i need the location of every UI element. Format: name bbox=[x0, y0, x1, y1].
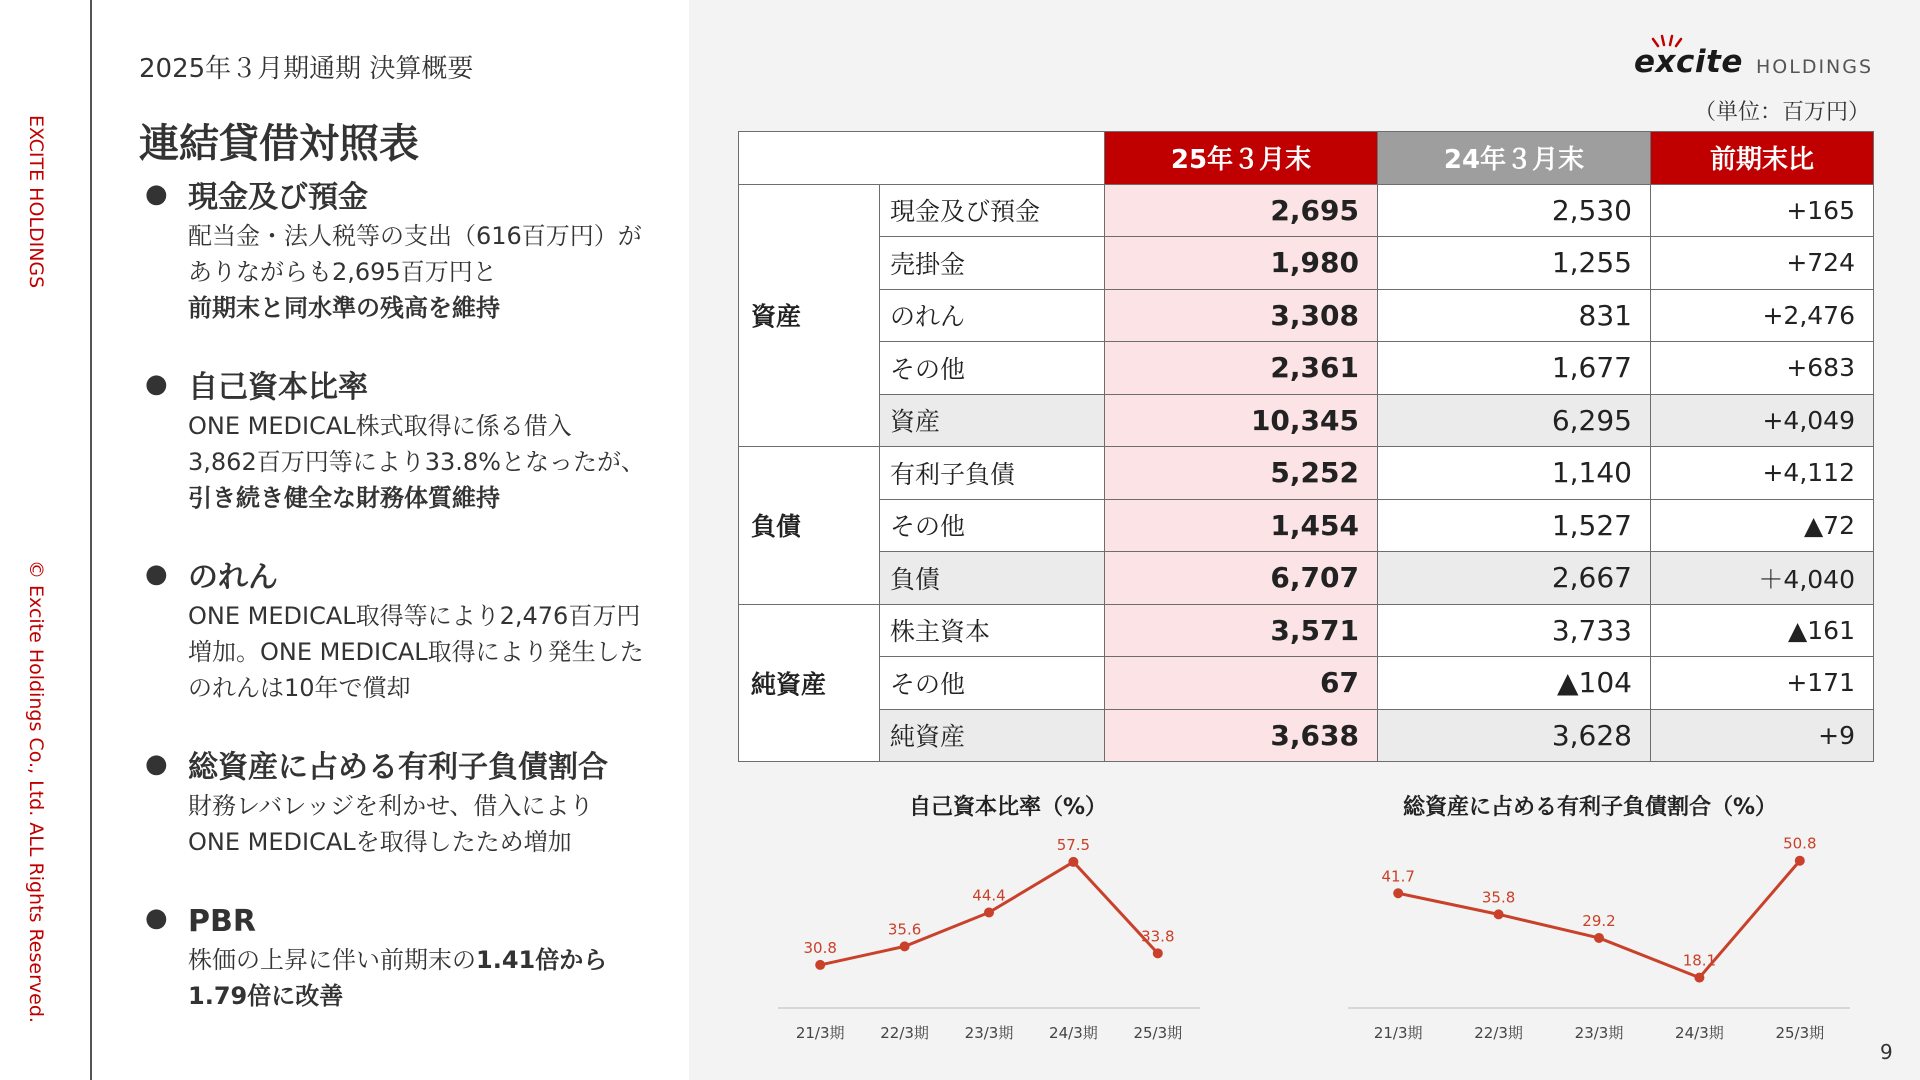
sidebar-copyright: © Excite Holdings Co., Ltd. ALL Rights Reserved. bbox=[25, 560, 47, 1023]
balance-sheet-table bbox=[738, 131, 1874, 762]
row-label: その他 bbox=[880, 342, 1105, 395]
bullet-text: ONE MEDICALを取得したため増加 bbox=[188, 828, 572, 856]
data-point bbox=[1153, 948, 1163, 958]
category-liabilities: 負債 bbox=[739, 447, 880, 605]
value-25: 2,695 bbox=[1105, 184, 1378, 237]
bullet-text: 株価の上昇に伴い前期末の bbox=[188, 946, 476, 974]
table-row bbox=[739, 447, 1874, 500]
row-label: 現金及び預金 bbox=[880, 184, 1105, 237]
value-24: 831 bbox=[1378, 289, 1651, 342]
row-label: のれん bbox=[880, 289, 1105, 342]
value-25: 5,252 bbox=[1105, 447, 1378, 500]
data-point bbox=[1393, 888, 1403, 898]
value-24: 3,733 bbox=[1378, 604, 1651, 657]
value-25: 3,308 bbox=[1105, 289, 1378, 342]
bullet-dot-icon: ● bbox=[145, 559, 168, 589]
header-25: 25年３月末 bbox=[1105, 132, 1378, 185]
bullet-text: 3,862百万円等により33.8%となったが、 bbox=[188, 448, 645, 476]
data-label: 44.4 bbox=[972, 886, 1006, 905]
x-tick-label: 24/3期 bbox=[1049, 1024, 1098, 1042]
category-net-assets: 純資産 bbox=[739, 604, 880, 762]
category-assets: 資産 bbox=[739, 184, 880, 447]
bullet-dot-icon: ● bbox=[145, 369, 168, 399]
data-point bbox=[1594, 933, 1604, 943]
data-point bbox=[984, 907, 994, 917]
header-blank bbox=[739, 132, 1105, 185]
value-24: 2,667 bbox=[1378, 552, 1651, 605]
sidebar-brand: EXCITE HOLDINGS bbox=[25, 115, 47, 289]
value-diff: +2,476 bbox=[1651, 289, 1874, 342]
bullet-goodwill bbox=[145, 558, 690, 706]
bullet-heading: 自己資本比率 bbox=[188, 370, 368, 405]
bullet-heading: のれん bbox=[188, 560, 278, 595]
row-label: 資産 bbox=[880, 394, 1105, 447]
data-label: 35.6 bbox=[887, 920, 922, 939]
left-sidebar bbox=[0, 0, 92, 1080]
row-label: 株主資本 bbox=[880, 604, 1105, 657]
value-24: 6,295 bbox=[1378, 394, 1651, 447]
value-diff: +9 bbox=[1651, 709, 1874, 762]
x-tick-label: 22/3期 bbox=[1474, 1024, 1523, 1042]
value-24: 1,677 bbox=[1378, 342, 1651, 395]
row-label: 負債 bbox=[880, 552, 1105, 605]
bullet-text: 増加。ONE MEDICAL取得により発生した bbox=[188, 638, 644, 666]
chart-title: 総資産に占める有利子負債割合（%） bbox=[1402, 795, 1778, 820]
value-diff: ▲161 bbox=[1651, 604, 1874, 657]
bullet-pbr bbox=[145, 902, 690, 1014]
bullet-dot-icon: ● bbox=[145, 179, 168, 209]
table-row bbox=[739, 342, 1874, 395]
unit-label: （単位：百万円） bbox=[1694, 100, 1871, 125]
value-25: 67 bbox=[1105, 657, 1378, 710]
page-subtitle: 2025年３月期通期 決算概要 bbox=[139, 54, 474, 84]
bullet-heading: 現金及び預金 bbox=[188, 180, 368, 215]
value-24: 1,140 bbox=[1378, 447, 1651, 500]
table-row bbox=[739, 499, 1874, 552]
table-subtotal-row bbox=[739, 709, 1874, 762]
data-label: 50.8 bbox=[1783, 834, 1817, 853]
value-25: 10,345 bbox=[1105, 394, 1378, 447]
data-label: 29.2 bbox=[1582, 911, 1616, 930]
value-25: 1,454 bbox=[1105, 499, 1378, 552]
row-label: 有利子負債 bbox=[880, 447, 1105, 500]
x-tick-label: 21/3期 bbox=[795, 1024, 845, 1042]
bullet-equity-ratio bbox=[145, 368, 690, 516]
data-point bbox=[1694, 973, 1704, 983]
table-row bbox=[739, 184, 1874, 237]
bullet-bold-text: 引き続き健全な財務体質維持 bbox=[188, 484, 500, 512]
data-label: 30.8 bbox=[803, 938, 837, 957]
bullet-text: ONE MEDICAL取得等により2,476百万円 bbox=[188, 602, 641, 630]
data-point bbox=[1494, 909, 1504, 919]
bullet-text: ありながらも2,695百万円と bbox=[188, 258, 497, 286]
table-subtotal-row bbox=[739, 394, 1874, 447]
page-number: 9 bbox=[1880, 1040, 1893, 1064]
bullet-heading: PBR bbox=[188, 904, 256, 939]
logo-holdings: HOLDINGS bbox=[1756, 56, 1874, 78]
table-row bbox=[739, 289, 1874, 342]
bullet-heading: 総資産に占める有利子負債割合 bbox=[188, 750, 608, 785]
data-label: 33.8 bbox=[1141, 927, 1175, 946]
bullet-debt-ratio bbox=[145, 748, 690, 860]
bullet-dot-icon: ● bbox=[145, 749, 168, 779]
value-diff: +4,112 bbox=[1651, 447, 1874, 500]
data-point bbox=[1068, 857, 1078, 867]
value-diff: ＋4,040 bbox=[1651, 552, 1874, 605]
value-25: 2,361 bbox=[1105, 342, 1378, 395]
value-24: ▲104 bbox=[1378, 657, 1651, 710]
row-label: 売掛金 bbox=[880, 237, 1105, 290]
data-label: 57.5 bbox=[1056, 835, 1091, 854]
value-diff: +724 bbox=[1651, 237, 1874, 290]
value-25: 6,707 bbox=[1105, 552, 1378, 605]
header-diff: 前期末比 bbox=[1651, 132, 1874, 185]
equity-ratio-chart bbox=[760, 780, 1260, 1050]
bullet-text: 財務レバレッジを利かせ、借入により bbox=[188, 792, 594, 820]
value-25: 3,638 bbox=[1105, 709, 1378, 762]
header-24: 24年３月末 bbox=[1378, 132, 1651, 185]
table-header-row bbox=[739, 132, 1874, 185]
bullet-bold-text: 1.41倍から bbox=[476, 946, 608, 974]
chart-title: 自己資本比率（%） bbox=[908, 795, 1108, 820]
x-tick-label: 25/3期 bbox=[1133, 1024, 1183, 1042]
value-24: 1,527 bbox=[1378, 499, 1651, 552]
data-point bbox=[1795, 856, 1805, 866]
data-label: 18.1 bbox=[1682, 951, 1717, 970]
value-24: 1,255 bbox=[1378, 237, 1651, 290]
table-row bbox=[739, 604, 1874, 657]
value-diff: ▲72 bbox=[1651, 499, 1874, 552]
x-tick-label: 21/3期 bbox=[1373, 1024, 1423, 1042]
value-25: 3,571 bbox=[1105, 604, 1378, 657]
debt-ratio-chart bbox=[1330, 780, 1870, 1050]
value-diff: +165 bbox=[1651, 184, 1874, 237]
data-point bbox=[815, 960, 825, 970]
data-label: 41.7 bbox=[1381, 867, 1415, 886]
value-25: 1,980 bbox=[1105, 237, 1378, 290]
table-subtotal-row bbox=[739, 552, 1874, 605]
data-point bbox=[900, 941, 910, 951]
page-title: 連結貸借対照表 bbox=[139, 121, 419, 167]
bullet-cash bbox=[145, 178, 690, 326]
bullet-list bbox=[145, 178, 690, 1056]
bullet-bold-text: 1.79倍に改善 bbox=[188, 982, 344, 1010]
row-label: 純資産 bbox=[880, 709, 1105, 762]
row-label: その他 bbox=[880, 657, 1105, 710]
bullet-dot-icon: ● bbox=[145, 903, 168, 933]
bullet-bold-text: 前期末と同水準の残高を維持 bbox=[188, 294, 500, 322]
value-diff: +4,049 bbox=[1651, 394, 1874, 447]
value-diff: +683 bbox=[1651, 342, 1874, 395]
x-tick-label: 22/3期 bbox=[880, 1024, 929, 1042]
table-row bbox=[739, 237, 1874, 290]
bullet-text: 配当金・法人税等の支出（616百万円）が bbox=[188, 222, 642, 250]
x-tick-label: 25/3期 bbox=[1775, 1024, 1825, 1042]
bullet-text: ONE MEDICAL株式取得に係る借入 bbox=[188, 412, 572, 440]
company-logo bbox=[1634, 44, 1874, 84]
table-row bbox=[739, 657, 1874, 710]
x-tick-label: 24/3期 bbox=[1675, 1024, 1724, 1042]
value-24: 2,530 bbox=[1378, 184, 1651, 237]
data-label: 35.8 bbox=[1481, 888, 1516, 907]
x-tick-label: 23/3期 bbox=[964, 1024, 1014, 1042]
x-tick-label: 23/3期 bbox=[1574, 1024, 1624, 1042]
value-diff: +171 bbox=[1651, 657, 1874, 710]
value-24: 3,628 bbox=[1378, 709, 1651, 762]
bullet-text: のれんは10年で償却 bbox=[188, 674, 411, 702]
row-label: その他 bbox=[880, 499, 1105, 552]
logo-wordmark: excite bbox=[1634, 44, 1743, 80]
